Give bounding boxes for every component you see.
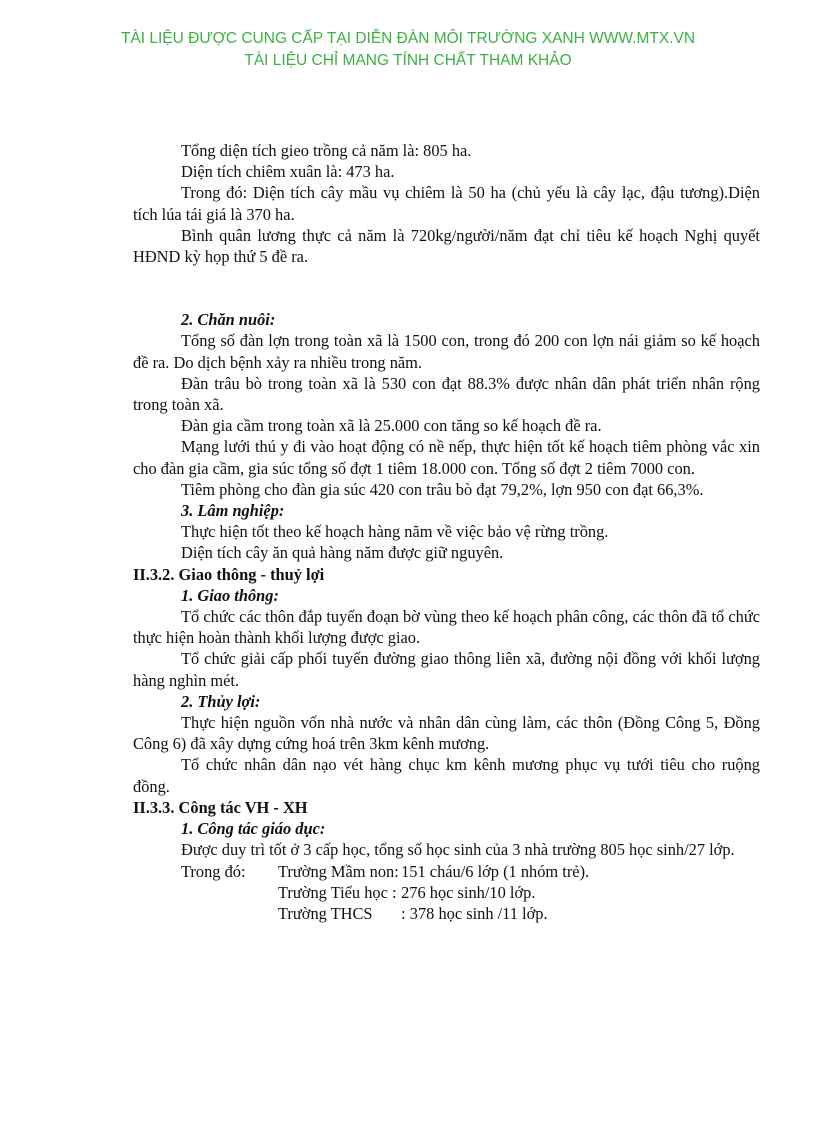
schools-table xyxy=(133,861,760,925)
spacer xyxy=(133,267,760,309)
document-header xyxy=(0,28,816,72)
forestry-fruit-trees: Diện tích cây ăn quả hàng năm được giữ nguyên. xyxy=(181,543,504,563)
irrigation-dredging: Tổ chức nhân dân nạo vét hàng chục km kênh mương phục vụ tưới tiêu cho ruộng đồng. xyxy=(133,755,760,796)
crops-food-average: Bình quân lương thực cả năm là 720kg/người/năm đạt chỉ tiêu kế hoạch Nghị quyết HĐND kỳ họp thứ 5 đề ra. xyxy=(133,225,760,267)
header-line-source: TÀI LIỆU ĐƯỢC CUNG CẤP TẠI DIỄN ĐÀN MÔI TRƯỜNG XANH WWW.MTX.VN xyxy=(120,30,696,47)
school-row xyxy=(278,882,589,903)
livestock-heading: 2. Chăn nuôi: xyxy=(181,310,276,330)
irrigation-heading: 2. Thủy lợi: xyxy=(181,691,261,711)
school-name: Trường THCS xyxy=(278,903,373,923)
section-transport-heading: II.3.2. Giao thông - thuỷ lợi xyxy=(133,564,325,584)
livestock-veterinary: Mạng lưới thú y đi vào hoạt động có nề nếp, thực hiện tốt kế hoạch tiêm phòng vắc xin cho đàn gia cầm, gia súc tổng số đợt 1 tiêm 18.000 con. Tổng số đợt 2 tiêm 7000 con. xyxy=(133,437,760,478)
forestry-heading: 3. Lâm nghiệp: xyxy=(181,501,285,521)
school-row xyxy=(278,861,589,882)
irrigation-canals: Thực hiện nguồn vốn nhà nước và nhân dân cùng làm, các thôn (Đồng Công 5, Đồng Công 6) đã xây dựng cứng hoá trên 3km kênh mương. xyxy=(133,713,760,754)
education-heading: 1. Công tác giáo dục: xyxy=(181,819,326,839)
forestry-protection: Thực hiện tốt theo kế hoạch hàng năm về việc bảo vệ rừng trồng. xyxy=(181,522,609,542)
school-value: 276 học sinh/10 lớp. xyxy=(401,882,536,902)
school-value: 151 cháu/6 lớp (1 nhóm trẻ). xyxy=(401,861,590,881)
livestock-poultry: Đàn gia cầm trong toàn xã là 25.000 con tăng so kế hoạch đề ra. xyxy=(181,416,602,436)
document-body xyxy=(133,140,760,924)
traffic-heading: 1. Giao thông: xyxy=(181,585,279,605)
traffic-embankment: Tổ chức các thôn đắp tuyến đoạn bờ vùng theo kế hoạch phân công, các thôn đã tổ chức thực hiện hoàn thành khối lượng được giao. xyxy=(133,607,760,648)
livestock-vaccination: Tiêm phòng cho đàn gia súc 420 con trâu bò đạt 79,2%, lợn 950 con đạt 66,3%. xyxy=(181,479,704,499)
school-value: : 378 học sinh /11 lớp. xyxy=(401,903,548,923)
schools-label: Trong đó: xyxy=(181,861,246,881)
education-summary: Được duy trì tốt ở 3 cấp học, tổng số học sinh của 3 nhà trường 805 học sinh/27 lớp. xyxy=(181,840,735,860)
crops-total-area: Tổng diện tích gieo trồng cả năm là: 805 ha. xyxy=(181,141,472,160)
livestock-buffalo: Đàn trâu bò trong toàn xã là 530 con đạt 88.3% được nhân dân phát triển nhân rộng trong toàn xã. xyxy=(133,373,760,415)
section-culture-heading: II.3.3. Công tác VH - XH xyxy=(133,797,308,817)
crops-detail: Trong đó: Diện tích cây mầu vụ chiêm là 50 ha (chủ yếu là cây lạc, đậu tương).Diện tích lúa tái giá là 370 ha. xyxy=(133,183,760,224)
school-name: Trường Mầm non: xyxy=(278,861,399,881)
school-name: Trường Tiểu học : xyxy=(278,882,397,902)
school-row xyxy=(278,903,589,924)
traffic-roads: Tổ chức giải cấp phối tuyến đường giao thông liên xã, đường nội đồng với khối lượng hàng nghìn mét. xyxy=(133,649,760,690)
crops-spring-area: Diện tích chiêm xuân là: 473 ha. xyxy=(181,162,395,182)
livestock-pigs: Tổng số đàn lợn trong toàn xã là 1500 con, trong đó 200 con lợn nái giảm so kế hoạch đề ra. Do dịch bệnh xảy ra nhiều trong năm. xyxy=(133,331,760,372)
header-line-disclaimer: TÀI LIỆU CHỈ MANG TÍNH CHẤT THAM KHẢO xyxy=(244,52,572,69)
